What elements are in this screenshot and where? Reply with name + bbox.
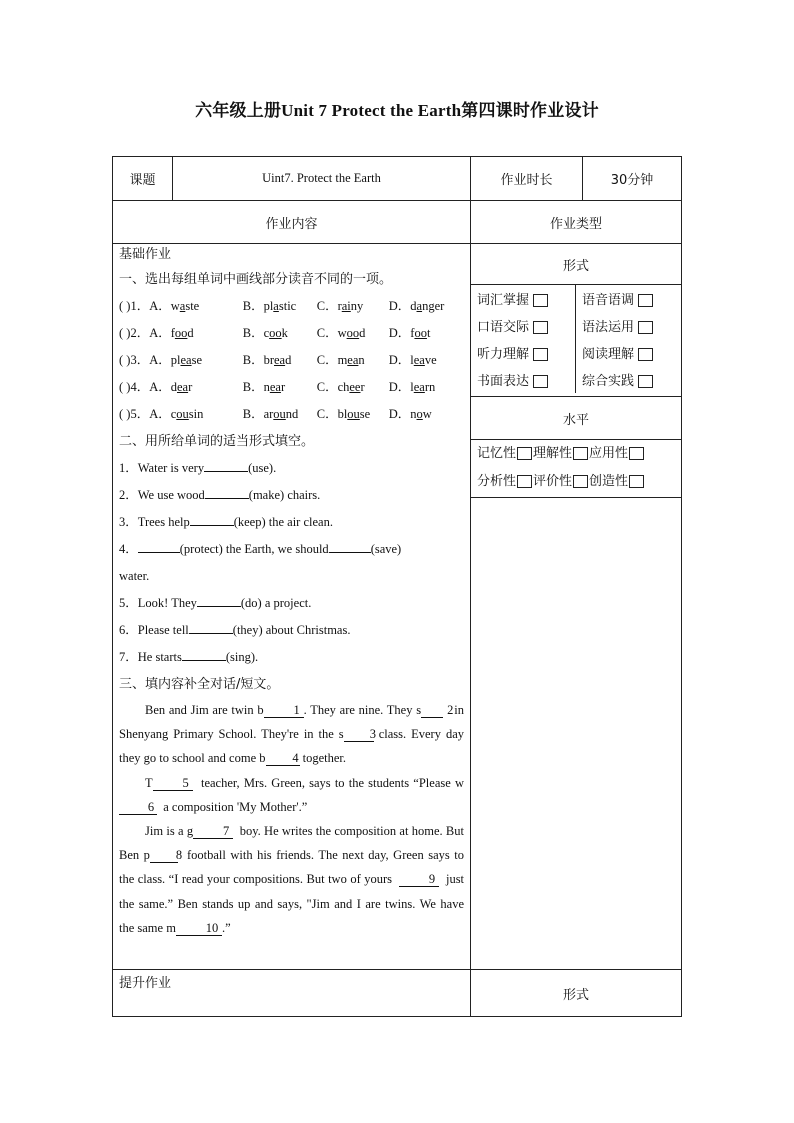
type-grid: [471, 285, 681, 393]
basic-homework-content: [113, 244, 471, 970]
fill-question: 2．We use wood (make) chairs.: [119, 482, 464, 509]
option-a: waste: [170, 299, 200, 313]
topic-value: Uint7. Protect the Earth: [173, 157, 471, 201]
type-option: [576, 285, 682, 312]
checkbox[interactable]: [517, 475, 532, 488]
answer-blank[interactable]: [182, 647, 226, 661]
type-option: [576, 312, 682, 339]
question-number: ( )3．A．: [119, 353, 171, 367]
checkbox[interactable]: [573, 447, 588, 460]
option-c: C．rainy: [316, 299, 364, 313]
answer-blank[interactable]: [189, 620, 233, 634]
passage-blank-7[interactable]: 7: [193, 824, 233, 839]
type-option: [576, 366, 682, 393]
section-header-row: [113, 201, 682, 244]
checkbox[interactable]: [533, 294, 548, 307]
type-grid-row: [471, 312, 681, 339]
part2-item-4: 4． (protect) the Earth, we should (save): [119, 536, 464, 563]
answer-blank[interactable]: [204, 458, 248, 472]
fill-question: 6．Please tell (they) about Christmas.: [119, 617, 464, 644]
part2-item-4-cont: water.: [119, 569, 150, 583]
option-a: food: [170, 326, 194, 340]
checkbox[interactable]: [629, 475, 644, 488]
type-option-label: 阅读理解: [582, 347, 635, 362]
fill-question: 1．Water is very (use).: [119, 455, 464, 482]
part2-title: 二、用所给单词的适当形式填空。: [119, 434, 315, 449]
passage-paragraph-2: T 5 teacher, Mrs. Green, says to the students “Please w6 a composition 'My Mother'.”: [119, 771, 464, 819]
fill-question: 5．Look! They (do) a project.: [119, 590, 464, 617]
option-a: please: [170, 353, 202, 367]
type-option-label: 语法运用: [582, 320, 635, 335]
option-d: D．now: [388, 407, 432, 421]
type-option: [471, 339, 576, 366]
type-option: [471, 366, 576, 393]
level-option-label: 创造性: [589, 474, 629, 489]
choice-question: [119, 374, 464, 401]
option-c: C．cheer: [316, 380, 365, 394]
fill-question: 3．Trees help (keep) the air clean.: [119, 509, 464, 536]
option-b: B．around: [242, 407, 299, 421]
option-b: B．bread: [242, 353, 292, 367]
part3-title: 三、填内容补全对话/短文。: [119, 677, 280, 692]
option-c: C．wood: [316, 326, 366, 340]
basic-form-row: [113, 244, 682, 285]
duration-label: 作业时长: [471, 157, 583, 201]
checkbox[interactable]: [533, 321, 548, 334]
checkbox[interactable]: [517, 447, 532, 460]
type-header: 作业类型: [471, 201, 682, 244]
part2-list: [119, 455, 464, 536]
part2-list-b: [119, 590, 464, 671]
answer-blank[interactable]: [190, 512, 234, 526]
content-header: 作业内容: [113, 201, 471, 244]
levels-row-1: [471, 440, 681, 468]
checkbox[interactable]: [533, 348, 548, 361]
passage-blank-2[interactable]: 2: [421, 703, 443, 718]
checkbox[interactable]: [638, 321, 653, 334]
option-a: cousin: [170, 407, 204, 421]
option-c: C．blouse: [316, 407, 371, 421]
part1-list: [119, 293, 464, 428]
question-number: ( )4．A．: [119, 380, 171, 394]
type-grid-row: [471, 366, 681, 393]
type-option-label: 语音语调: [582, 293, 635, 308]
checkbox[interactable]: [533, 375, 548, 388]
choice-question: [119, 347, 464, 374]
topic-label: 课题: [113, 157, 173, 201]
passage-blank-9[interactable]: 9: [399, 872, 439, 887]
basic-heading: 基础作业: [119, 247, 172, 262]
type-option-label: 口语交际: [477, 320, 530, 335]
passage: [119, 698, 464, 940]
homework-design-table: [112, 156, 682, 1017]
question-number: ( )1．A．: [119, 299, 171, 313]
option-a: dear: [170, 380, 193, 394]
passage-blank-10[interactable]: 10: [176, 921, 222, 936]
choice-question: [119, 320, 464, 347]
type-grid-row: [471, 339, 681, 366]
checkbox[interactable]: [629, 447, 644, 460]
advanced-row: [113, 970, 682, 1017]
passage-blank-6[interactable]: 6: [119, 800, 157, 815]
option-d: D．danger: [388, 299, 445, 313]
passage-blank-3[interactable]: 3: [344, 727, 374, 742]
fill-question: 7．He starts (sing).: [119, 644, 464, 671]
answer-blank[interactable]: [205, 485, 249, 499]
advanced-heading: 提升作业: [113, 970, 471, 1017]
level-option-label: 理解性: [533, 446, 573, 461]
passage-paragraph-3: Jim is a g 7 boy. He writes the composition at home. But Ben p 8 football with his friends. The next day, Green says to the class. “I read your compositions. But two of yours 9 just the same.” Ben stands up and says, "Jim and I are twins. We have the same m 10 .”: [119, 824, 465, 935]
type-grid-row: [471, 285, 681, 312]
passage-blank-4[interactable]: 4: [266, 751, 300, 766]
type-option: [576, 339, 682, 366]
option-d: D．learn: [388, 380, 436, 394]
checkbox[interactable]: [638, 294, 653, 307]
advanced-form-label: 形式: [471, 970, 682, 1017]
basic-form-label: 形式: [471, 244, 682, 285]
level-option-label: 应用性: [589, 446, 629, 461]
choice-question: [119, 293, 464, 320]
choice-question: [119, 401, 464, 428]
answer-blank[interactable]: [329, 539, 371, 553]
right-empty-cell: [471, 498, 682, 970]
passage-blank-8[interactable]: 8: [150, 848, 178, 863]
type-option: [471, 312, 576, 339]
answer-blank[interactable]: [197, 593, 241, 607]
option-d: D．leave: [388, 353, 437, 367]
option-b: B．plastic: [242, 299, 297, 313]
option-b: B．near: [242, 380, 286, 394]
option-c: C．mean: [316, 353, 365, 367]
type-option: [471, 285, 576, 312]
question-number: ( )5．A．: [119, 407, 171, 421]
option-d: D．foot: [388, 326, 431, 340]
level-label: 水平: [471, 397, 682, 440]
page-title: 六年级上册Unit 7 Protect the Earth第四课时作业设计: [195, 101, 599, 120]
duration-value: 30分钟: [583, 157, 682, 201]
type-grid-cell: [471, 285, 682, 397]
checkbox[interactable]: [573, 475, 588, 488]
level-options-cell: [471, 440, 682, 498]
type-option-label: 词汇掌握: [477, 293, 530, 308]
option-b: B．cook: [242, 326, 288, 340]
type-option-label: 书面表达: [477, 374, 530, 389]
checkbox[interactable]: [638, 348, 653, 361]
type-option-label: 听力理解: [477, 347, 530, 362]
level-option-label: 评价性: [533, 474, 573, 489]
header-row: [113, 157, 682, 201]
levels-row-2: [471, 468, 681, 496]
answer-blank[interactable]: [138, 539, 180, 553]
checkbox[interactable]: [638, 375, 653, 388]
type-option-label: 综合实践: [582, 374, 635, 389]
passage-blank-5[interactable]: 5: [153, 776, 193, 791]
level-option-label: 分析性: [477, 474, 517, 489]
part1-title: 一、选出每组单词中画线部分读音不同的一项。: [119, 272, 393, 287]
question-number: ( )2．A．: [119, 326, 171, 340]
level-option-label: 记忆性: [477, 446, 517, 461]
passage-blank-1[interactable]: 1: [264, 703, 304, 718]
passage-paragraph-1: Ben and Jim are twin b 1 . They are nine. They s 2 in Shenyang Primary School. They're in the s 3 class. Every day they go to school and come b 4 together.: [119, 703, 464, 766]
